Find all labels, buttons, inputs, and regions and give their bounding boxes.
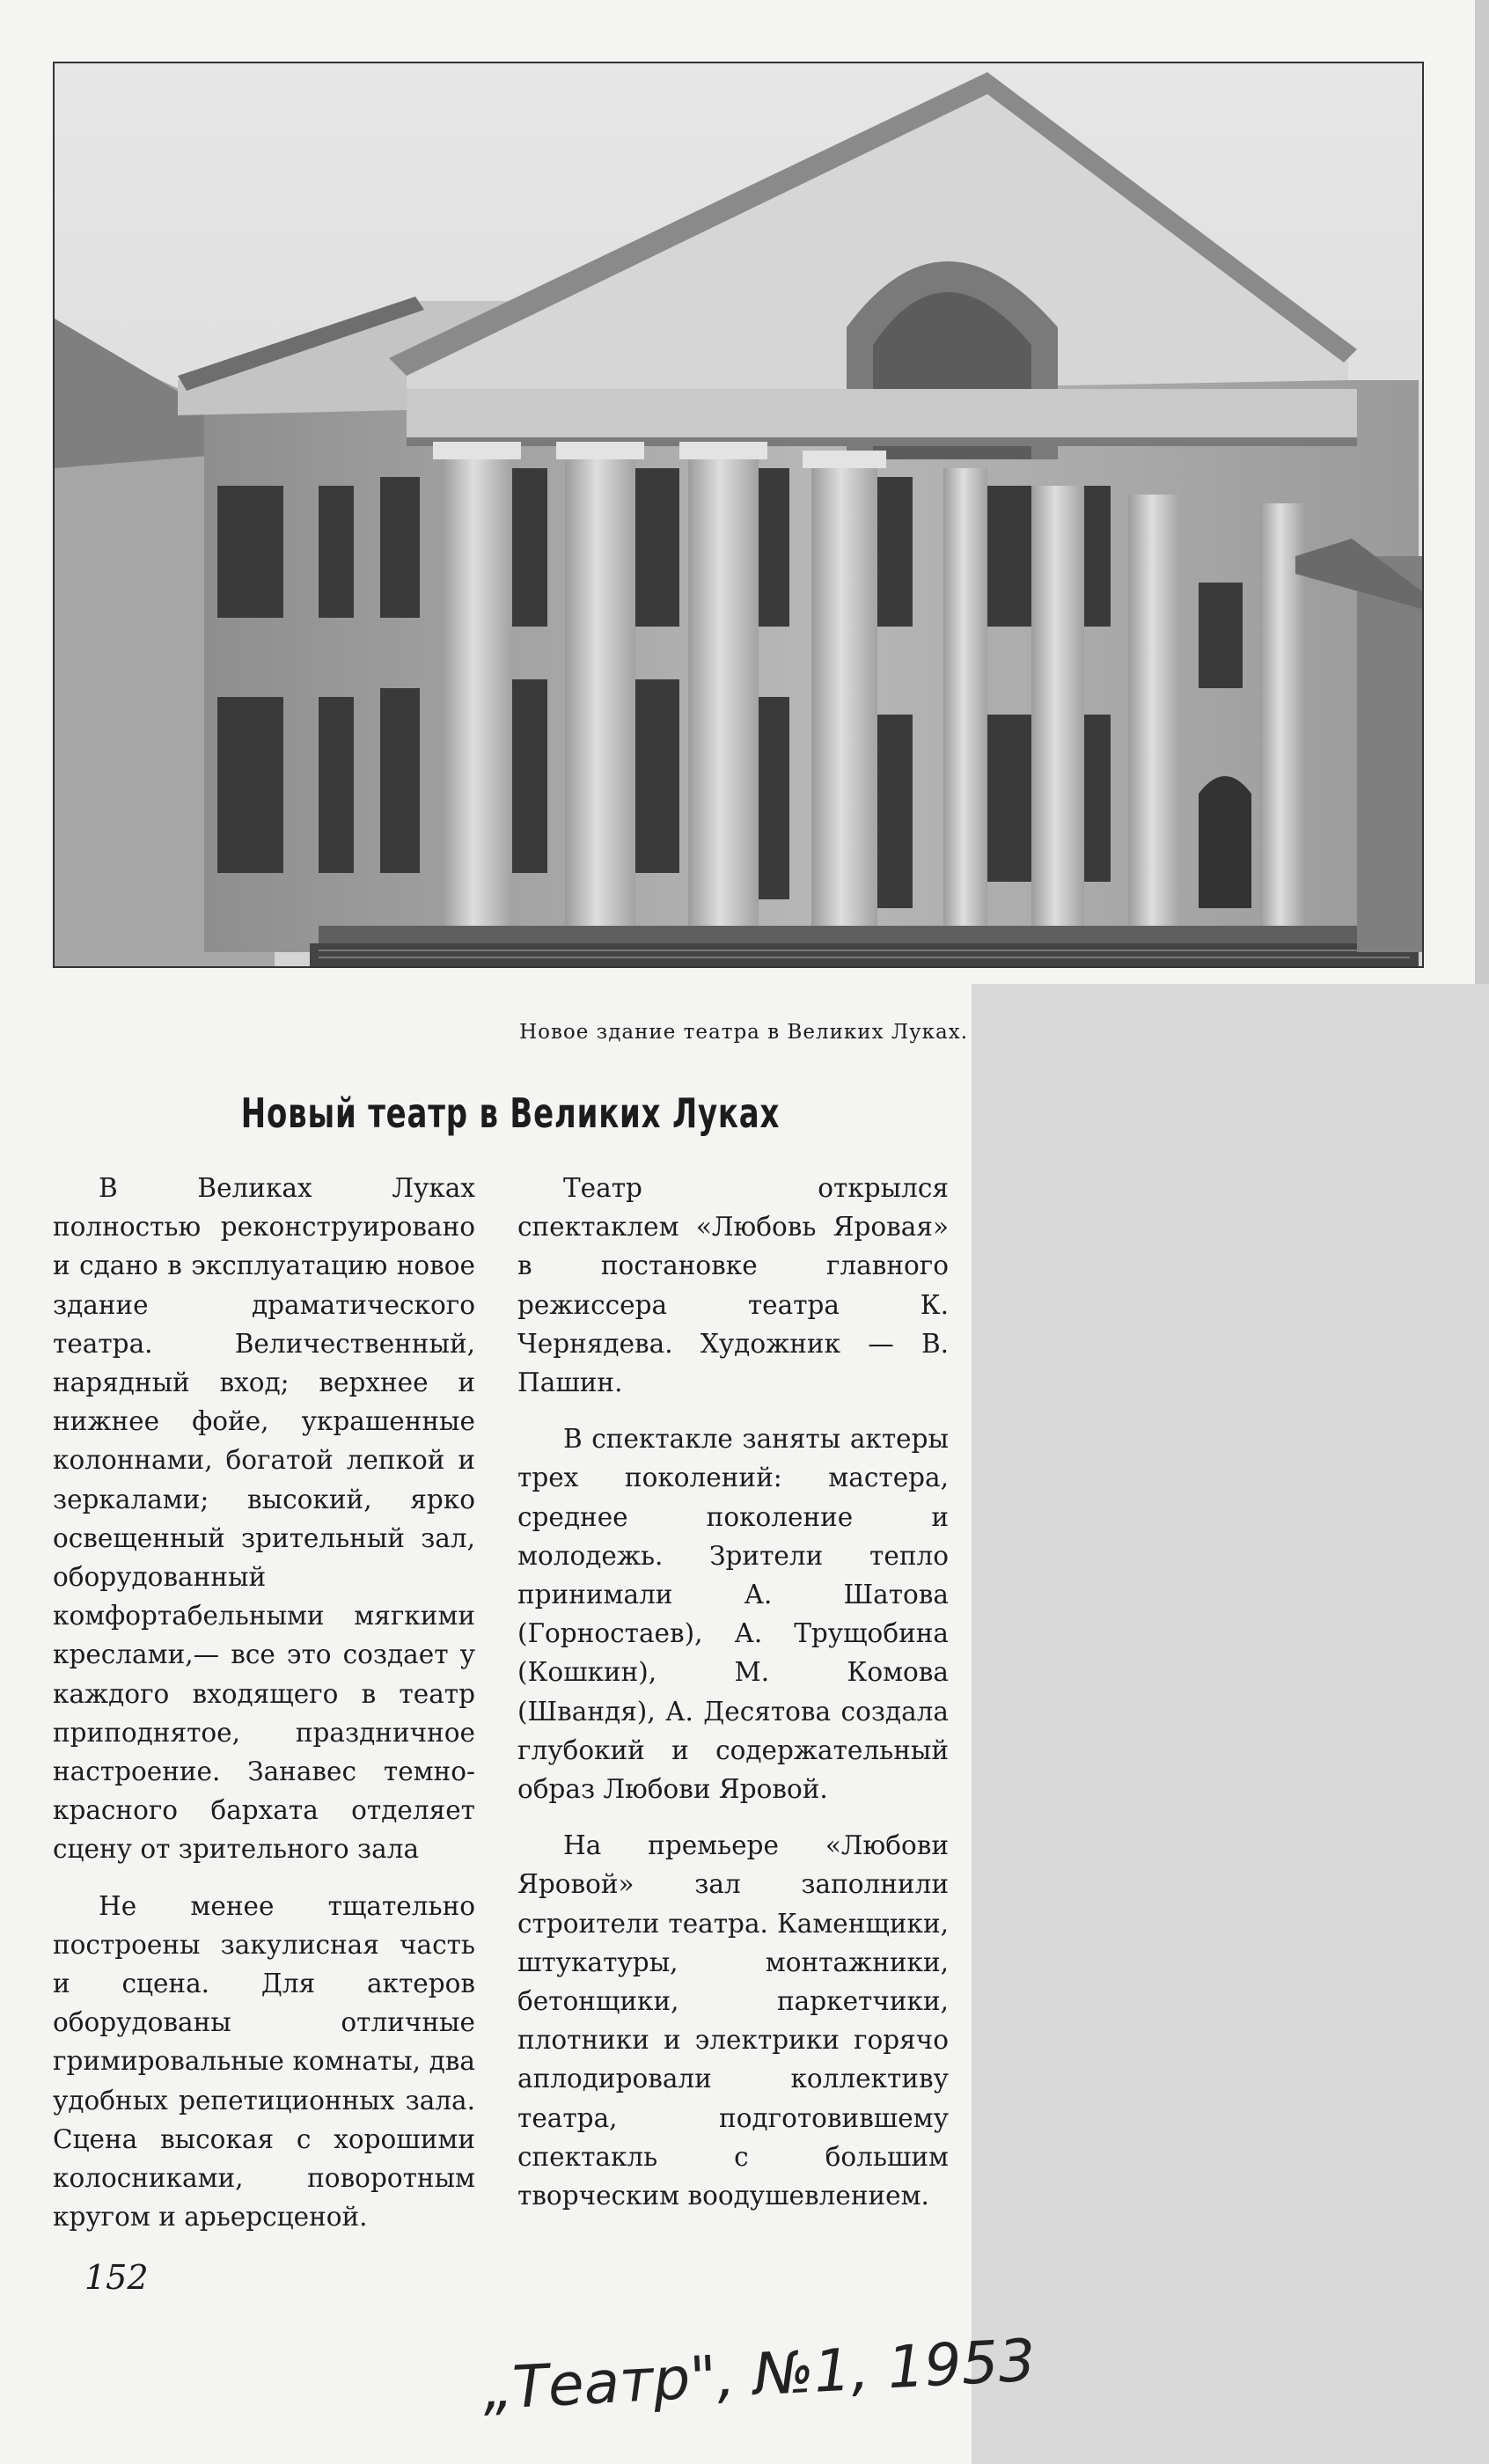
page-number: 152 — [84, 2258, 149, 2297]
paragraph: В спектакле заняты актеры трех поколений: мастера, среднее поколение и молодежь. Зрители тепло принимали А. Шатова (Горностаев), А. Трущобина (Кошкин), М. Комова (Швандя), А. Десятова создала глубокий и содержательный образ Любови Яровой. — [517, 1424, 949, 1805]
photo-caption: Новое здание театра в Великих Луках. — [519, 1021, 968, 1044]
paragraph: На премьере «Любови Яровой» зал заполнили строители театра. Каменщики, штукатуры, монтажники, бетонщики, паркетчики, плотники и электрики горячо аплодировали коллективу театра, подготовившему спектакль с большим творческим воодушевлением. — [517, 1830, 949, 2211]
paragraph: В Великах Луках полностью реконструировано и сдано в эксплуатацию новое здание драматического театра. Величественный, нарядный вход; верхнее и нижнее фойе, украшенные колоннами, богатой лепкой и зеркалами; высокий, ярко освещенный зрительный зал, оборудованный комфортабельными мягкими креслами,— все это создает у каждого входящего в театр приподнятое, праздничное настроение. Занавес темно-красного бархата отделяет сцену от зрительного зала — [53, 1173, 475, 1865]
page-edge — [1475, 0, 1489, 984]
article-right-column — [517, 1169, 949, 2233]
article-left-column — [53, 1169, 475, 2254]
theatre-building-photo — [53, 62, 1424, 968]
paragraph: Театр открылся спектаклем «Любовь Яровая» в постановке главного режиссера театра К. Чернядева. Художник — В. Пашин. — [517, 1173, 949, 1398]
paragraph: Не менее тщательно построены закулисная часть и сцена. Для актеров оборудованы отличные гримировальные комнаты, два удобных репетиционных зала. Сцена высокая с хорошими колосниками, поворотным кругом и арьерсценой. — [53, 1890, 475, 2233]
background-panel — [972, 984, 1489, 2464]
handwritten-source-note: „Театр", №1, 1953 — [480, 2326, 1038, 2424]
article-headline: Новый театр в Великих Луках — [240, 1089, 781, 1137]
